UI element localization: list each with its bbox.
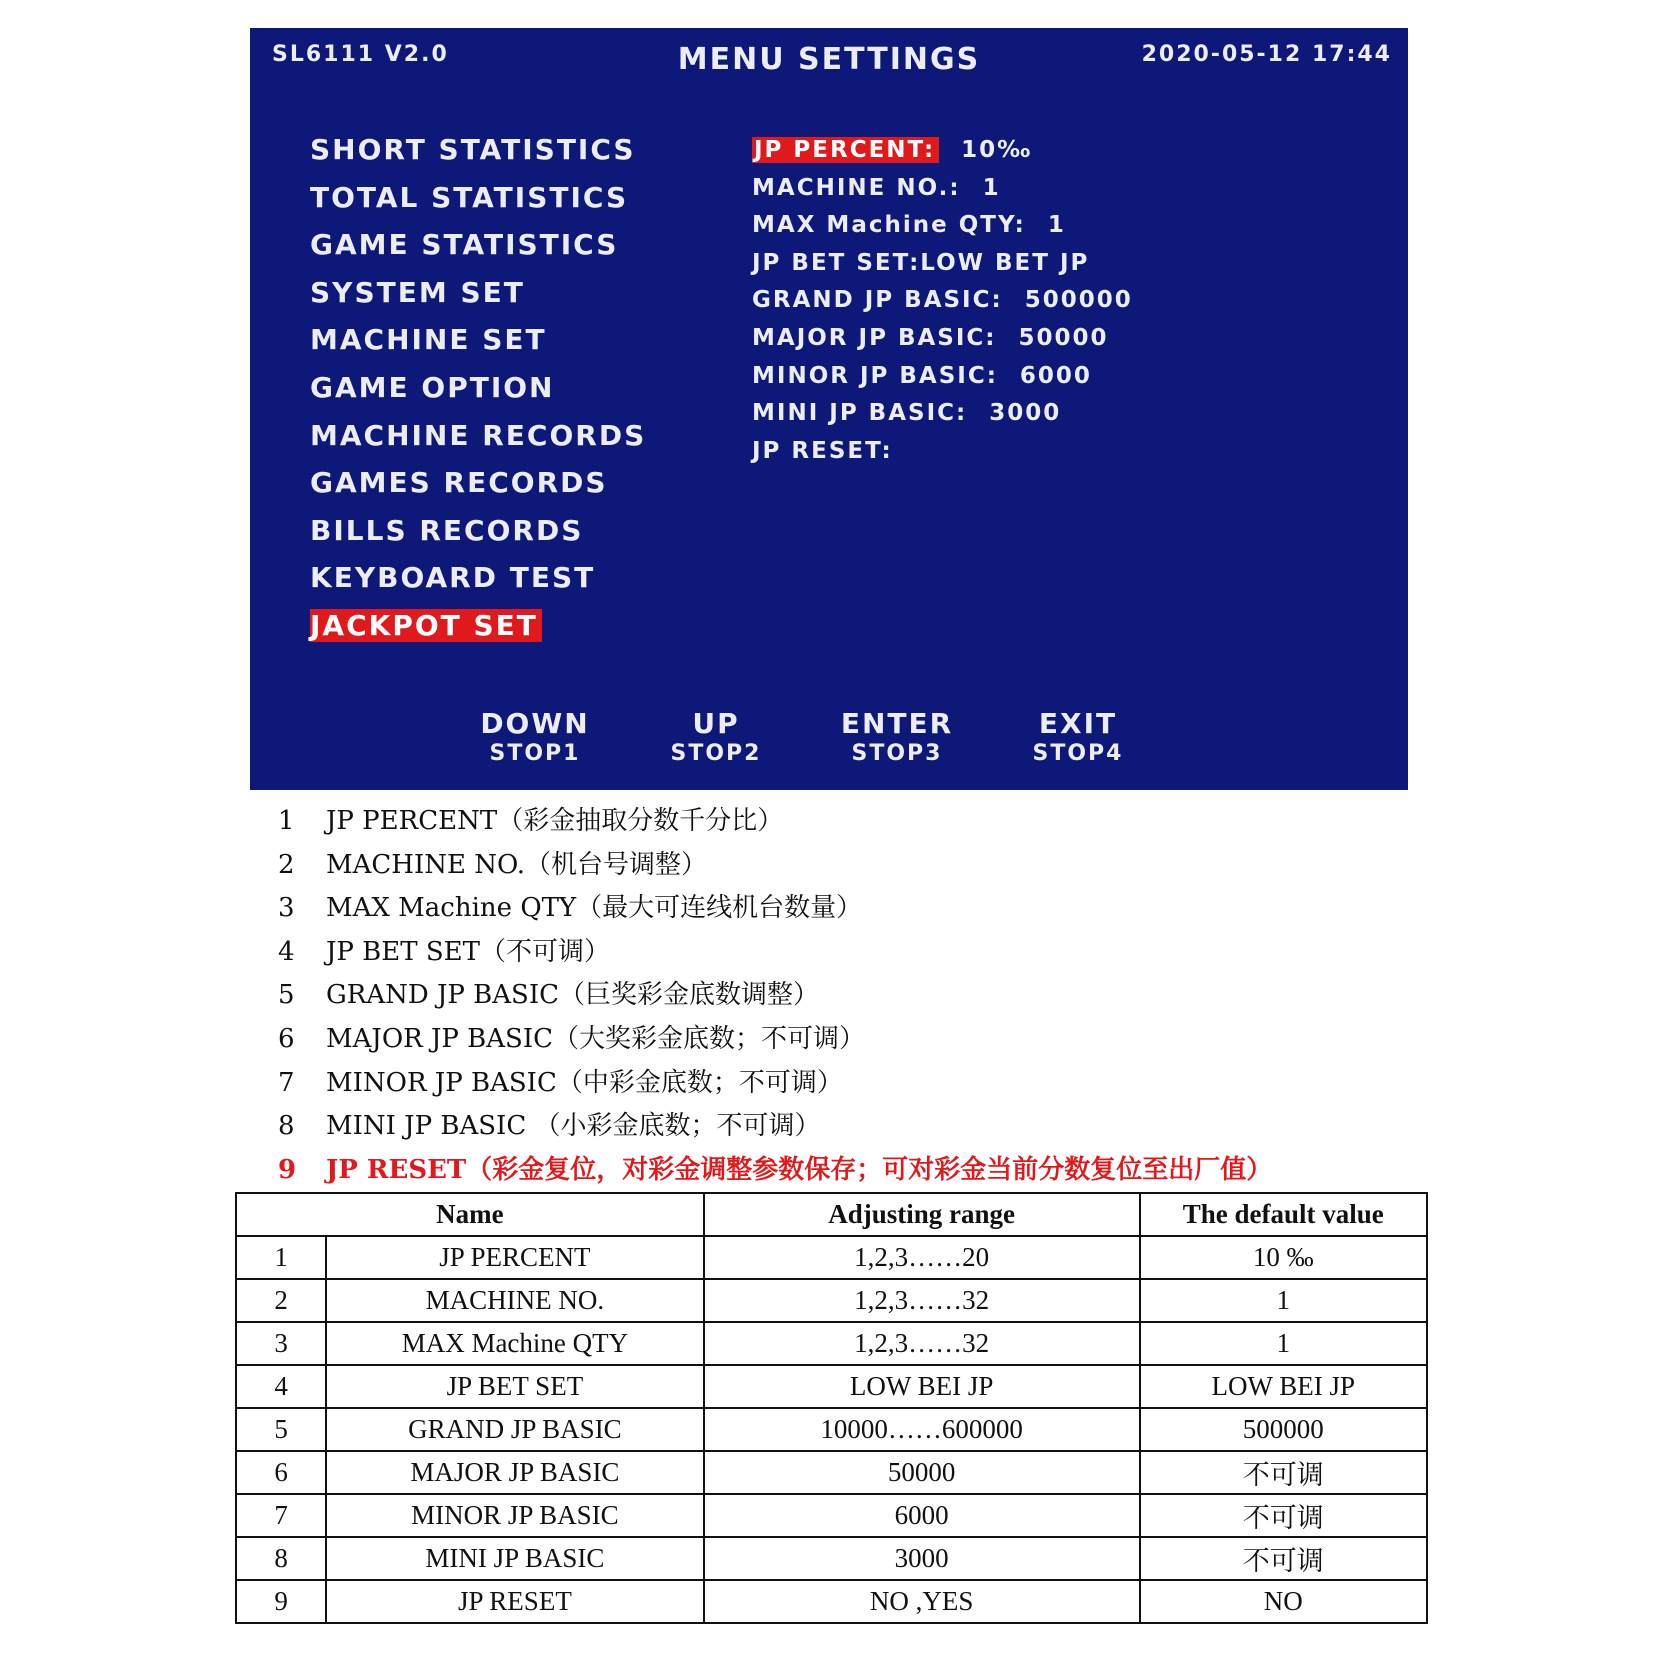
- menu-item-machine-set[interactable]: [310, 316, 650, 364]
- list-item: [278, 887, 1272, 931]
- key-button: STOP4: [1032, 741, 1124, 766]
- param-default: 1: [1140, 1279, 1427, 1322]
- screen-title: MENU SETTINGS: [677, 42, 981, 77]
- row-number: 7: [236, 1494, 326, 1537]
- menu-item-label: SYSTEM SET: [310, 275, 525, 309]
- table-row: [236, 1580, 1427, 1623]
- list-item-text: GRAND JP BASIC（巨奖彩金底数调整）: [326, 980, 820, 1011]
- table-row: [236, 1279, 1427, 1322]
- param-range: 3000: [704, 1537, 1140, 1580]
- list-item-number: 2: [278, 849, 295, 880]
- list-item-number: 7: [278, 1067, 295, 1098]
- list-item-number: 9: [278, 1154, 297, 1185]
- key-down[interactable]: [460, 708, 610, 768]
- menu-item-system-set[interactable]: [310, 269, 650, 317]
- menu-item-short-statistics[interactable]: [310, 126, 650, 174]
- menu-item-label: BILLS RECORDS: [310, 513, 584, 547]
- menu-item-label: GAMES RECORDS: [310, 466, 608, 500]
- param-default: 不可调: [1140, 1451, 1427, 1494]
- param-name: MAX Machine QTY: [326, 1322, 704, 1365]
- list-item: [278, 800, 1272, 844]
- setting-value: 6000: [1019, 362, 1092, 389]
- row-number: 3: [236, 1322, 326, 1365]
- param-range: 1,2,3……32: [704, 1279, 1140, 1322]
- date-time: 2020-05-12 17:44: [1141, 42, 1392, 67]
- jackpot-settings-panel: [752, 132, 1133, 470]
- menu-item-label: MACHINE RECORDS: [310, 418, 647, 452]
- menu-item-label: SHORT STATISTICS: [310, 133, 636, 166]
- row-number: 1: [236, 1236, 326, 1279]
- setting-row[interactable]: [752, 433, 1133, 471]
- setting-label: MACHINE NO.:: [752, 174, 961, 201]
- setting-row[interactable]: [752, 207, 1133, 245]
- key-exit[interactable]: [1003, 708, 1153, 768]
- main-menu: [310, 126, 650, 650]
- param-range: LOW BEI JP: [704, 1365, 1140, 1408]
- menu-item-label: MACHINE SET: [310, 323, 547, 357]
- list-item: [278, 974, 1272, 1018]
- menu-item-game-statistics[interactable]: [310, 221, 650, 269]
- list-item-text: MAJOR JP BASIC（大奖彩金底数；不可调）: [326, 1023, 866, 1054]
- table-row: [236, 1494, 1427, 1537]
- header-range: Adjusting range: [704, 1193, 1140, 1236]
- key-hints: [250, 708, 1408, 778]
- key-action: ENTER: [840, 707, 954, 740]
- param-name: MINI JP BASIC: [326, 1537, 704, 1580]
- list-item: [278, 1105, 1272, 1149]
- setting-value: 500000: [1024, 287, 1133, 314]
- setting-label: JP PERCENT:: [752, 137, 939, 163]
- menu-screen: [250, 28, 1408, 790]
- list-item-text: MACHINE NO.（机台号调整）: [326, 849, 708, 880]
- list-item-number: 5: [278, 980, 295, 1011]
- menu-item-label: KEYBOARD TEST: [310, 561, 596, 595]
- setting-value: 10‰: [961, 137, 1033, 163]
- setting-label: MAX Machine QTY:: [752, 212, 1026, 239]
- param-name: MACHINE NO.: [326, 1279, 704, 1322]
- setting-label: JP RESET:: [752, 437, 893, 464]
- list-item-text: MINOR JP BASIC（中彩金底数；不可调）: [326, 1067, 843, 1098]
- param-default: LOW BEI JP: [1140, 1365, 1427, 1408]
- table-row: [236, 1537, 1427, 1580]
- list-item: [278, 1149, 1272, 1193]
- table-row: [236, 1365, 1427, 1408]
- list-item: [278, 844, 1272, 888]
- param-range: 1,2,3……20: [704, 1236, 1140, 1279]
- list-item-text: JP BET SET（不可调）: [326, 936, 611, 967]
- param-range: 6000: [704, 1494, 1140, 1537]
- menu-item-bills-records[interactable]: [310, 507, 650, 555]
- param-default: 500000: [1140, 1408, 1427, 1451]
- setting-value: 1: [1047, 212, 1066, 239]
- param-range: 10000……600000: [704, 1408, 1140, 1451]
- param-range: NO ,YES: [704, 1580, 1140, 1623]
- param-name: GRAND JP BASIC: [326, 1408, 704, 1451]
- menu-item-machine-records[interactable]: [310, 412, 650, 460]
- header-name: Name: [236, 1193, 704, 1236]
- setting-value: 1: [982, 174, 1001, 201]
- description-list: [278, 800, 1272, 1192]
- param-name: MINOR JP BASIC: [326, 1494, 704, 1537]
- list-item: [278, 1018, 1272, 1062]
- table-row: [236, 1408, 1427, 1451]
- key-action: EXIT: [1038, 707, 1118, 740]
- param-default: 1: [1140, 1322, 1427, 1365]
- menu-item-label: TOTAL STATISTICS: [310, 180, 629, 214]
- menu-item-total-statistics[interactable]: [310, 174, 650, 222]
- list-item-number: 8: [278, 1111, 295, 1142]
- setting-label: JP BET SET:LOW BET JP: [752, 249, 1090, 276]
- table-header-row: [236, 1193, 1427, 1236]
- setting-value: 50000: [1018, 324, 1109, 351]
- list-item-number: 1: [278, 806, 295, 836]
- key-action: UP: [692, 707, 740, 740]
- row-number: 5: [236, 1408, 326, 1451]
- param-range: 50000: [704, 1451, 1140, 1494]
- menu-item-label: GAME OPTION: [310, 370, 555, 404]
- menu-item-game-option[interactable]: [310, 364, 650, 412]
- setting-row[interactable]: [752, 395, 1133, 433]
- list-item-text: JP PERCENT（彩金抽取分数千分比）: [326, 806, 784, 836]
- row-number: 6: [236, 1451, 326, 1494]
- param-name: JP PERCENT: [326, 1236, 704, 1279]
- row-number: 9: [236, 1580, 326, 1623]
- row-number: 8: [236, 1537, 326, 1580]
- list-item: [278, 1062, 1272, 1106]
- param-name: MAJOR JP BASIC: [326, 1451, 704, 1494]
- key-enter[interactable]: [822, 708, 972, 768]
- key-up[interactable]: [641, 708, 791, 768]
- list-item-number: 3: [278, 893, 295, 924]
- key-button: STOP1: [489, 741, 581, 766]
- param-name: JP RESET: [326, 1580, 704, 1623]
- menu-item-keyboard-test[interactable]: [310, 554, 650, 602]
- param-range: 1,2,3……32: [704, 1322, 1140, 1365]
- parameter-table: [235, 1192, 1428, 1624]
- setting-label: MINI JP BASIC:: [752, 400, 968, 427]
- model-version: SL6111 V2.0: [272, 42, 449, 67]
- row-number: 4: [236, 1365, 326, 1408]
- list-item-text: MINI JP BASIC （小彩金底数；不可调）: [326, 1111, 821, 1142]
- param-name: JP BET SET: [326, 1365, 704, 1408]
- param-default: NO: [1140, 1580, 1427, 1623]
- key-action: DOWN: [480, 707, 590, 740]
- param-default: 不可调: [1140, 1537, 1427, 1580]
- list-item-text: JP RESET（彩金复位，对彩金调整参数保存；可对彩金当前分数复位至出厂值）: [326, 1154, 1273, 1185]
- setting-label: MAJOR JP BASIC:: [752, 324, 997, 351]
- row-number: 2: [236, 1279, 326, 1322]
- table-row: [236, 1322, 1427, 1365]
- key-button: STOP2: [670, 741, 762, 766]
- menu-item-label: JACKPOT SET: [310, 609, 542, 642]
- table-row: [236, 1451, 1427, 1494]
- list-item: [278, 931, 1272, 975]
- setting-row[interactable]: [752, 170, 1133, 208]
- setting-row[interactable]: [752, 358, 1133, 396]
- menu-item-jackpot-set[interactable]: [310, 602, 650, 650]
- menu-item-games-records[interactable]: [310, 459, 650, 507]
- list-item-number: 4: [278, 936, 295, 967]
- setting-row[interactable]: [752, 132, 1133, 170]
- setting-row[interactable]: [752, 320, 1133, 358]
- key-button: STOP3: [851, 741, 943, 766]
- setting-label: GRAND JP BASIC:: [752, 287, 1003, 314]
- menu-item-label: GAME STATISTICS: [310, 228, 619, 262]
- header-default: The default value: [1140, 1193, 1427, 1236]
- setting-value: 3000: [989, 400, 1062, 427]
- table-row: [236, 1236, 1427, 1279]
- param-default: 10 ‰: [1140, 1236, 1427, 1279]
- list-item-text: MAX Machine QTY（最大可连线机台数量）: [326, 893, 863, 924]
- setting-row[interactable]: [752, 282, 1133, 320]
- setting-row[interactable]: [752, 245, 1133, 283]
- setting-label: MINOR JP BASIC:: [752, 362, 998, 389]
- list-item-number: 6: [278, 1023, 295, 1054]
- param-default: 不可调: [1140, 1494, 1427, 1537]
